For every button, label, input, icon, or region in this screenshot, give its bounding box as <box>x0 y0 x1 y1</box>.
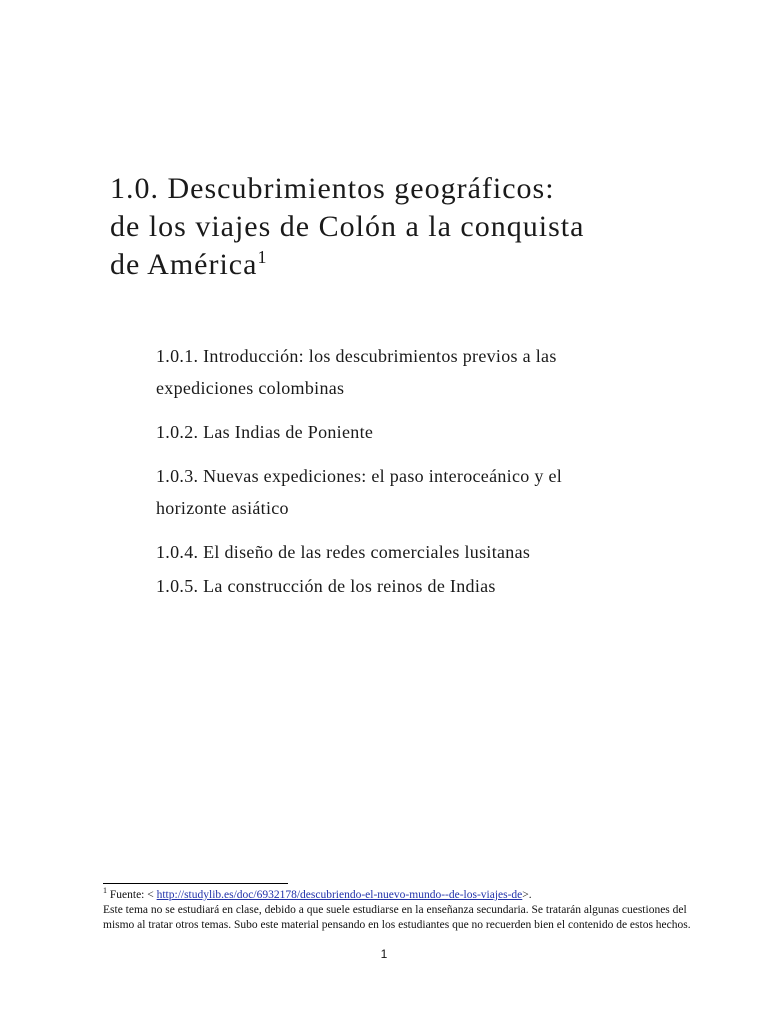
toc-item-text-cont: horizonte asiático <box>156 498 289 518</box>
title-footnote-mark[interactable]: 1 <box>257 247 268 267</box>
toc-item-text: 1.0.2. Las Indias de Poniente <box>156 422 374 442</box>
footnote-source-link[interactable]: http://studylib.es/doc/6932178/descubriendo-el-nuevo-mundo--de-los-viajes-de <box>156 889 523 901</box>
footnote-text: Este tema no se estudiará en clase, debido a que suele estudiarse en la enseñanza secundaria. Se tratarán algunas cuestiones del mismo al tratar otros temas. Subo este material pensando en los estudiantes que no recuerden bien el contenido de estos hechos. <box>103 904 691 931</box>
toc-item-1-0-5 <box>156 570 676 602</box>
document-title <box>110 170 710 284</box>
table-of-contents <box>156 340 676 602</box>
title-line-1: 1.0. Descubrimientos geográficos: <box>110 172 555 205</box>
toc-item-text: 1.0.3. Nuevas expediciones: el paso interoceánico y el <box>156 466 563 486</box>
page-number: 1 <box>380 947 388 961</box>
footnote-source-prefix: Fuente: < <box>107 889 157 901</box>
title-line-2: de los viajes de Colón a la conquista <box>110 210 585 243</box>
toc-item-text: 1.0.4. El diseño de las redes comerciales lusitanas <box>156 542 531 562</box>
toc-item-1-0-1 <box>156 340 676 404</box>
footnote-mark: 1 <box>103 886 107 896</box>
footnote-source-line <box>103 888 713 903</box>
footnote-separator <box>103 883 288 884</box>
toc-item-text: 1.0.5. La construcción de los reinos de Indias <box>156 576 496 596</box>
toc-item-1-0-4 <box>156 536 676 568</box>
toc-item-1-0-3 <box>156 460 676 524</box>
title-line-3: de América <box>110 248 258 281</box>
toc-item-1-0-2 <box>156 416 676 448</box>
footnote-source-suffix: >. <box>522 889 532 901</box>
footnote <box>103 888 713 933</box>
toc-item-text-cont: expediciones colombinas <box>156 378 345 398</box>
toc-item-text: 1.0.1. Introducción: los descubrimientos previos a las <box>156 346 557 366</box>
